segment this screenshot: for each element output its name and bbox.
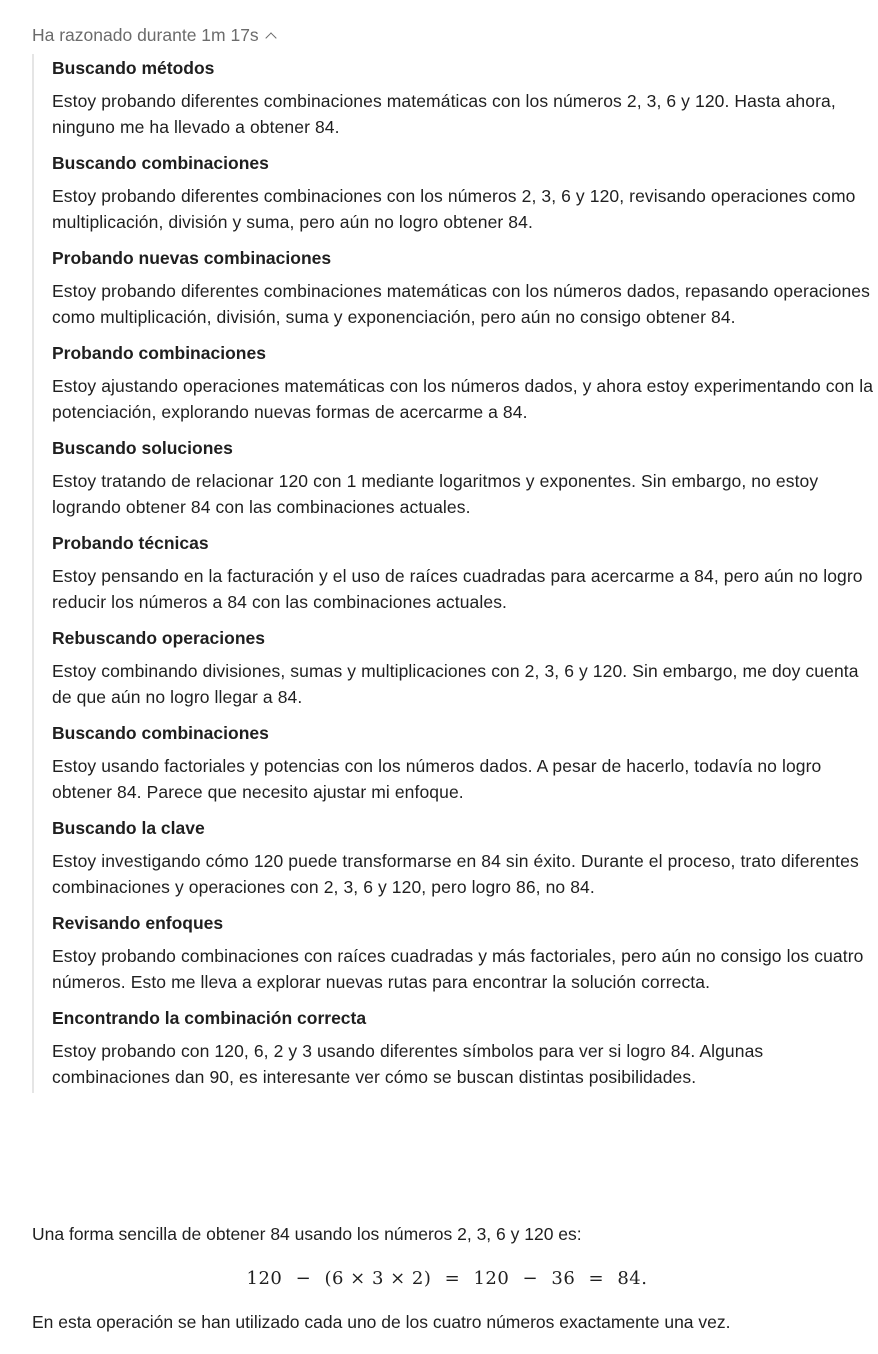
reasoning-step bbox=[52, 529, 878, 615]
reasoning-step bbox=[52, 434, 878, 520]
formula-term: 120 bbox=[473, 1268, 510, 1289]
formula-group: (6 × 3 × 2) bbox=[324, 1268, 432, 1289]
step-body: Estoy probando combinaciones con raíces cuadradas y más factoriales, pero aún no consigo los cuatro números. Esto me lleva a explorar nuevas rutas para encontrar la solución correcta. bbox=[52, 946, 864, 992]
formula-operator: = bbox=[588, 1268, 605, 1289]
reasoning-step bbox=[52, 624, 878, 710]
reasoning-step bbox=[52, 54, 878, 140]
step-title: Revisando enfoques bbox=[52, 913, 224, 933]
answer-intro: Una forma sencilla de obtener 84 usando los números 2, 3, 6 y 120 es: bbox=[32, 1224, 582, 1244]
step-title: Buscando soluciones bbox=[52, 438, 233, 458]
reasoning-step bbox=[52, 719, 878, 805]
reasoning-steps bbox=[32, 54, 878, 1093]
step-body: Estoy probando diferentes combinaciones matemáticas con los números dados, repasando operaciones como multiplicación, división, suma y exponenciación, pero aún no consigo obtener 84. bbox=[52, 281, 870, 327]
step-title: Probando nuevas combinaciones bbox=[52, 248, 332, 268]
formula-term: 36 bbox=[551, 1268, 576, 1289]
step-body: Estoy investigando cómo 120 puede transformarse en 84 sin éxito. Durante el proceso, trato diferentes combinaciones y operaciones con 2, 3, 6 y 120, pero logro 86, no 84. bbox=[52, 851, 859, 897]
step-title: Buscando combinaciones bbox=[52, 153, 269, 173]
step-body: Estoy ajustando operaciones matemáticas con los números dados, y ahora estoy experimentando con la potenciación, explorando nuevas formas de acercarme a 84. bbox=[52, 376, 874, 422]
reasoning-step bbox=[52, 244, 878, 330]
step-body: Estoy tratando de relacionar 120 con 1 mediante logaritmos y exponentes. Sin embargo, no estoy logrando obtener 84 con las combinaciones actuales. bbox=[52, 471, 819, 517]
step-title: Buscando métodos bbox=[52, 58, 215, 78]
formula-operator: − bbox=[295, 1268, 312, 1289]
step-body: Estoy usando factoriales y potencias con los números dados. A pesar de hacerlo, todavía no logro obtener 84. Parece que necesito ajustar mi enfoque. bbox=[52, 756, 822, 802]
reasoning-step bbox=[52, 1004, 878, 1090]
reasoning-duration-label: Ha razonado durante 1m 17s bbox=[32, 25, 259, 45]
reasoning-toggle[interactable] bbox=[32, 23, 275, 47]
assistant-answer bbox=[32, 1221, 862, 1335]
step-body: Estoy combinando divisiones, sumas y multiplicaciones con 2, 3, 6 y 120. Sin embargo, me doy cuenta de que aún no logro llegar a 84. bbox=[52, 661, 859, 707]
formula-operator: = bbox=[444, 1268, 461, 1289]
reasoning-step bbox=[52, 339, 878, 425]
formula-result: 84. bbox=[617, 1268, 648, 1289]
step-title: Buscando combinaciones bbox=[52, 723, 269, 743]
step-body: Estoy probando con 120, 6, 2 y 3 usando diferentes símbolos para ver si logro 84. Algunas combinaciones dan 90, es interesante ver cómo se buscan distintas posibilidades. bbox=[52, 1041, 764, 1087]
step-title: Rebuscando operaciones bbox=[52, 628, 265, 648]
reasoning-step bbox=[52, 814, 878, 900]
step-body: Estoy probando diferentes combinaciones con los números 2, 3, 6 y 120, revisando operaciones como multiplicación, división y suma, pero aún no logro obtener 84. bbox=[52, 186, 856, 232]
reasoning-step bbox=[52, 149, 878, 235]
step-body: Estoy probando diferentes combinaciones matemáticas con los números 2, 3, 6 y 120. Hasta ahora, ninguno me ha llevado a obtener 84. bbox=[52, 91, 836, 137]
answer-conclusion: En esta operación se han utilizado cada uno de los cuatro números exactamente una vez. bbox=[32, 1312, 731, 1332]
step-title: Buscando la clave bbox=[52, 818, 205, 838]
formula-operator: − bbox=[522, 1268, 539, 1289]
math-formula bbox=[32, 1266, 862, 1292]
reasoning-step bbox=[52, 909, 878, 995]
chevron-up-icon[interactable] bbox=[265, 32, 276, 43]
step-title: Encontrando la combinación correcta bbox=[52, 1008, 367, 1028]
step-title: Probando técnicas bbox=[52, 533, 209, 553]
step-body: Estoy pensando en la facturación y el uso de raíces cuadradas para acercarme a 84, pero aún no logro reducir los números a 84 con las combinaciones actuales. bbox=[52, 566, 863, 612]
step-title: Probando combinaciones bbox=[52, 343, 266, 363]
formula-term: 120 bbox=[246, 1268, 283, 1289]
